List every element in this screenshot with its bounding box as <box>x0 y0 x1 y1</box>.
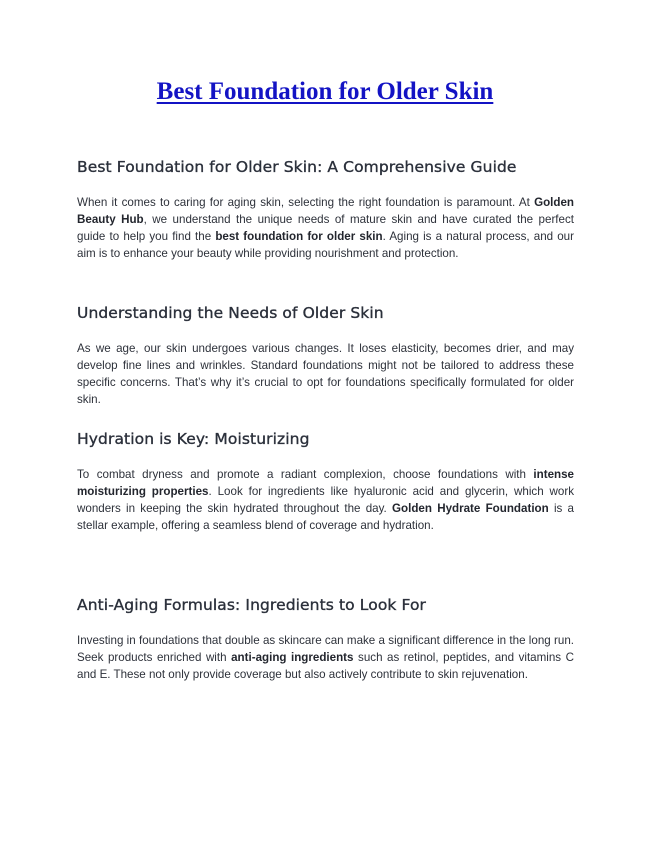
keyword-anti-aging-ingredients: anti-aging ingredients <box>231 651 354 664</box>
paragraph-text: such as retinol, peptides, and vitamins C and E. These not only provide coverage but also actively contribute to skin rejuvenation. <box>77 651 574 681</box>
section-heading: Understanding the Needs of Older Skin <box>77 304 384 322</box>
keyword-moisturizing-properties: intense moisturizing properties <box>77 468 574 498</box>
paragraph-text: . Aging is a natural process, and our aim is to enhance your beauty while providing nourishment and protection. <box>77 230 574 260</box>
section-heading: Hydration is Key: Moisturizing <box>77 430 310 448</box>
document-title: Best Foundation for Older Skin <box>156 78 494 105</box>
keyword-best-foundation: best foundation for older skin <box>215 230 383 243</box>
section-paragraph <box>77 632 574 683</box>
paragraph-text: is a stellar example, offering a seamless blend of coverage and hydration. <box>77 502 575 532</box>
section-heading: Anti-Aging Formulas: Ingredients to Look For <box>77 596 427 614</box>
section-needs-of-older-skin <box>77 303 574 408</box>
section-anti-aging <box>77 595 574 683</box>
paragraph-text: . Look for ingredients like hyaluronic acid and glycerin, which work wonders in keeping the skin hydrated throughout the day. <box>77 485 574 515</box>
section-paragraph <box>77 340 574 408</box>
section-comprehensive-guide <box>77 157 574 262</box>
section-heading: Best Foundation for Older Skin: A Comprehensive Guide <box>77 158 517 176</box>
paragraph-text: To combat dryness and promote a radiant complexion, choose foundations with <box>77 468 534 481</box>
section-hydration <box>77 429 574 534</box>
paragraph-text: Investing in foundations that double as skincare can make a significant difference in the long run. Seek products enriched with <box>77 634 574 664</box>
section-paragraph <box>77 194 574 262</box>
brand-name-golden-beauty-hub: Golden Beauty Hub <box>77 196 574 226</box>
paragraph-text: , we understand the unique needs of mature skin and have curated the perfect guide to help you find the <box>77 213 574 243</box>
section-paragraph <box>77 466 574 534</box>
product-name-golden-hydrate: Golden Hydrate Foundation <box>392 502 549 515</box>
paragraph-text: As we age, our skin undergoes various changes. It loses elasticity, becomes drier, and may develop fine lines and wrinkles. Standard foundations might not be tailored to address these specific concerns. That’s why it’s crucial to opt for foundations specifically formulated for older skin. <box>77 342 574 406</box>
paragraph-text: When it comes to caring for aging skin, selecting the right foundation is paramount. At <box>77 196 535 209</box>
